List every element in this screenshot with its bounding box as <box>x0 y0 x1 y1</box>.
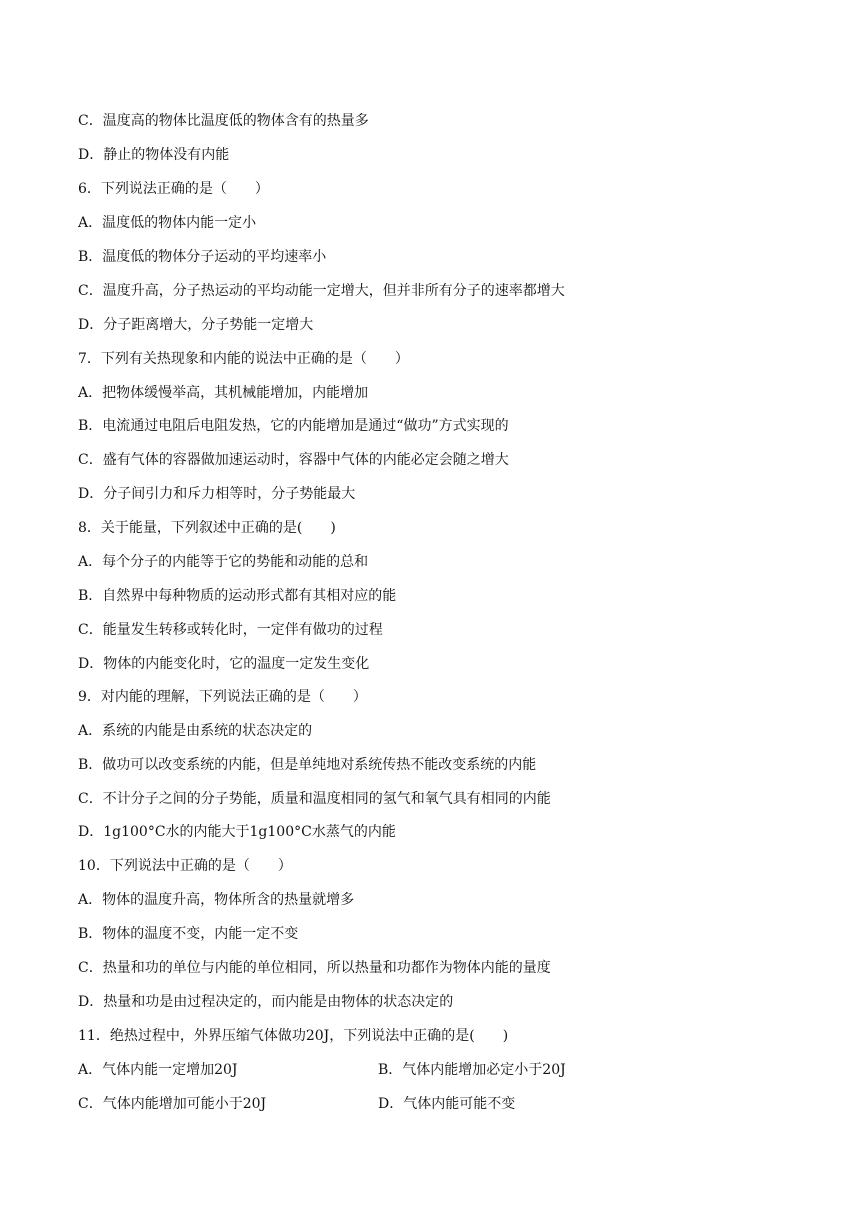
q10-option-a: A．物体的温度升高，物体所含的热量就增多 <box>78 892 355 908</box>
q6-option-c: C．温度升高，分子热运动的平均动能一定增大，但并非所有分子的速率都增大 <box>78 283 565 299</box>
q7-option-b: B．电流通过电阻后电阻发热，它的内能增加是通过“做功”方式实现的 <box>78 418 509 434</box>
q8-option-d: D．物体的内能变化时，它的温度一定发生变化 <box>78 656 370 672</box>
q11-option-c: C．气体内能增加可能小于20J <box>78 1096 267 1112</box>
q11-option-a: A．气体内能一定增加20J <box>78 1062 238 1078</box>
q11-stem: 11．绝热过程中，外界压缩气体做功20J，下列说法中正确的是( ) <box>78 1028 509 1044</box>
q6-stem: 6．下列说法正确的是（ ） <box>78 181 269 197</box>
q10-option-c: C．热量和功的单位与内能的单位相同，所以热量和功都作为物体内能的量度 <box>78 960 551 976</box>
q11-option-b: B．气体内能增加必定小于20J <box>378 1062 566 1078</box>
q8-stem: 8．关于能量，下列叙述中正确的是( ) <box>78 520 336 536</box>
q8-option-b: B．自然界中每种物质的运动形式都有其相对应的能 <box>78 588 397 604</box>
q7-option-a: A．把物体缓慢举高，其机械能增加，内能增加 <box>78 385 369 401</box>
q6-option-a: A．温度低的物体内能一定小 <box>78 215 257 231</box>
q10-option-b: B．物体的温度不变，内能一定不变 <box>78 926 299 942</box>
q9-option-b: B．做功可以改变系统的内能，但是单纯地对系统传热不能改变系统的内能 <box>78 757 537 773</box>
q9-stem: 9．对内能的理解，下列说法正确的是（ ） <box>78 689 367 705</box>
q5-option-d: D．静止的物体没有内能 <box>78 147 230 163</box>
q7-option-d: D．分子间引力和斥力相等时，分子势能最大 <box>78 486 356 502</box>
q9-option-a: A．系统的内能是由系统的状态决定的 <box>78 723 313 739</box>
q10-stem: 10．下列说法中正确的是（ ） <box>78 858 292 874</box>
q7-option-c: C．盛有气体的容器做加速运动时，容器中气体的内能必定会随之增大 <box>78 452 509 468</box>
q7-stem: 7．下列有关热现象和内能的说法中正确的是（ ） <box>78 351 409 367</box>
q11-option-d: D．气体内能可能不变 <box>378 1096 516 1112</box>
q9-option-c: C．不计分子之间的分子势能，质量和温度相同的氢气和氧气具有相同的内能 <box>78 791 551 807</box>
q8-option-c: C．能量发生转移或转化时，一定伴有做功的过程 <box>78 622 383 638</box>
q5-option-c: C．温度高的物体比温度低的物体含有的热量多 <box>78 113 369 129</box>
q8-option-a: A．每个分子的内能等于它的势能和动能的总和 <box>78 554 369 570</box>
q6-option-d: D．分子距离增大，分子势能一定增大 <box>78 317 314 333</box>
q9-option-d: D．1g100°C水的内能大于1g100°C水蒸气的内能 <box>78 824 396 840</box>
q6-option-b: B．温度低的物体分子运动的平均速率小 <box>78 249 327 265</box>
q10-option-d: D．热量和功是由过程决定的，而内能是由物体的状态决定的 <box>78 994 454 1010</box>
